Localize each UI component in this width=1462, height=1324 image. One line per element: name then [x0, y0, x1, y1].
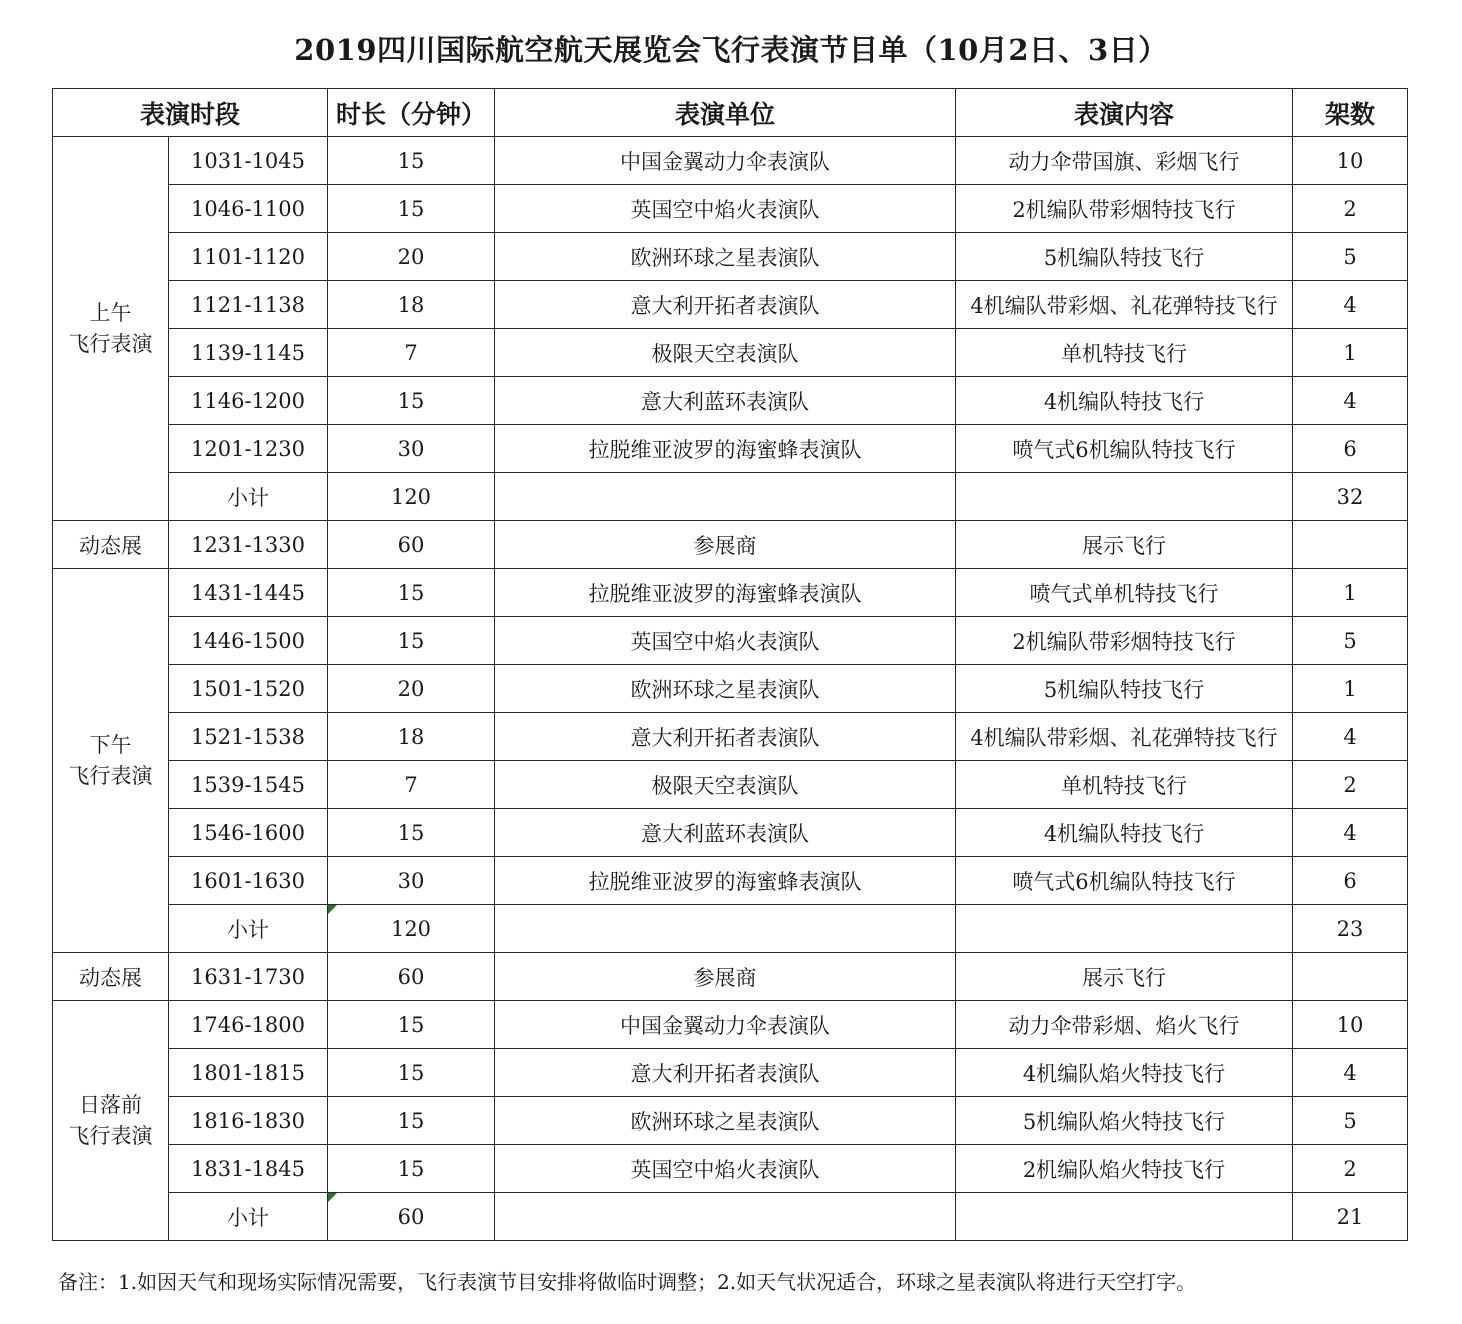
- subtotal-duration-cell: [328, 905, 495, 953]
- cell-time: 1446-1500: [169, 617, 328, 665]
- table-row: [53, 713, 1408, 761]
- cell-duration: 15: [328, 377, 495, 425]
- cell-time: 1831-1845: [169, 1145, 328, 1193]
- cell-duration: 30: [328, 857, 495, 905]
- cell-unit-empty: [495, 1193, 956, 1241]
- dynamic-display-row: [53, 521, 1408, 569]
- subtotal-row: [53, 1193, 1408, 1241]
- cell-unit: 参展商: [495, 521, 956, 569]
- cell-unit: 拉脱维亚波罗的海蜜蜂表演队: [495, 425, 956, 473]
- cell-unit: 意大利蓝环表演队: [495, 377, 956, 425]
- subtotal-duration: 120: [390, 916, 432, 941]
- cell-unit: 英国空中焰火表演队: [495, 185, 956, 233]
- header-content: 表演内容: [956, 89, 1293, 137]
- subtotal-label: 小计: [169, 1193, 328, 1241]
- cell-content: 4机编队特技飞行: [956, 809, 1293, 857]
- cell-duration: 7: [328, 761, 495, 809]
- cell-content: 喷气式6机编队特技飞行: [956, 857, 1293, 905]
- cell-time: 1121-1138: [169, 281, 328, 329]
- cell-content: 单机特技飞行: [956, 761, 1293, 809]
- section-label-line: 下午: [89, 732, 132, 757]
- cell-duration: 7: [328, 329, 495, 377]
- schedule-table: [52, 88, 1408, 1241]
- cell-unit: 中国金翼动力伞表演队: [495, 1001, 956, 1049]
- cell-duration: 15: [328, 569, 495, 617]
- cell-duration: 60: [328, 521, 495, 569]
- table-row: [53, 137, 1408, 185]
- table-row: [53, 1049, 1408, 1097]
- cell-unit: 中国金翼动力伞表演队: [495, 137, 956, 185]
- cell-content: 5机编队特技飞行: [956, 233, 1293, 281]
- cell-unit: 欧洲环球之星表演队: [495, 1097, 956, 1145]
- cell-marker-icon: [328, 1193, 337, 1202]
- cell-unit: 意大利开拓者表演队: [495, 1049, 956, 1097]
- section-label-line: 日落前: [79, 1092, 142, 1117]
- cell-count: 5: [1293, 617, 1408, 665]
- cell-marker-icon: [328, 905, 337, 914]
- section-label-dynamic: 动态展: [53, 521, 169, 569]
- cell-content-empty: [956, 1193, 1293, 1241]
- cell-count: 5: [1293, 1097, 1408, 1145]
- cell-time: 1546-1600: [169, 809, 328, 857]
- cell-duration: 15: [328, 1097, 495, 1145]
- cell-time: 1816-1830: [169, 1097, 328, 1145]
- cell-content: 动力伞带国旗、彩烟飞行: [956, 137, 1293, 185]
- subtotal-label: 小计: [169, 473, 328, 521]
- cell-duration: 15: [328, 809, 495, 857]
- cell-time: 1631-1730: [169, 953, 328, 1001]
- cell-unit: 拉脱维亚波罗的海蜜蜂表演队: [495, 857, 956, 905]
- cell-content: 4机编队焰火特技飞行: [956, 1049, 1293, 1097]
- cell-count: 10: [1293, 137, 1408, 185]
- table-row: [53, 281, 1408, 329]
- subtotal-row: [53, 473, 1408, 521]
- section-label-dynamic: 动态展: [53, 953, 169, 1001]
- cell-count: 2: [1293, 761, 1408, 809]
- cell-content: 5机编队焰火特技飞行: [956, 1097, 1293, 1145]
- table-row: [53, 185, 1408, 233]
- cell-content: 动力伞带彩烟、焰火飞行: [956, 1001, 1293, 1049]
- cell-unit-empty: [495, 905, 956, 953]
- cell-count: 1: [1293, 329, 1408, 377]
- cell-content: 喷气式单机特技飞行: [956, 569, 1293, 617]
- table-row: [53, 233, 1408, 281]
- cell-content: 喷气式6机编队特技飞行: [956, 425, 1293, 473]
- cell-count: 2: [1293, 1145, 1408, 1193]
- cell-content-empty: [956, 905, 1293, 953]
- section-label-line: 飞行表演: [68, 331, 153, 356]
- cell-duration: 15: [328, 1049, 495, 1097]
- cell-unit: 英国空中焰火表演队: [495, 1145, 956, 1193]
- cell-content: 2机编队带彩烟特技飞行: [956, 617, 1293, 665]
- table-row: [53, 809, 1408, 857]
- cell-time: 1146-1200: [169, 377, 328, 425]
- cell-duration: 18: [328, 713, 495, 761]
- cell-content: 5机编队特技飞行: [956, 665, 1293, 713]
- cell-unit: 拉脱维亚波罗的海蜜蜂表演队: [495, 569, 956, 617]
- header-period: 表演时段: [53, 89, 328, 137]
- dynamic-display-row: [53, 953, 1408, 1001]
- section-label-line: 上午: [89, 300, 132, 325]
- cell-duration: 15: [328, 1001, 495, 1049]
- table-row: [53, 1145, 1408, 1193]
- header-row: [53, 89, 1408, 137]
- cell-unit-empty: [495, 473, 956, 521]
- cell-count: 4: [1293, 809, 1408, 857]
- header-duration: 时长（分钟）: [328, 89, 495, 137]
- cell-count: 4: [1293, 1049, 1408, 1097]
- cell-content: 单机特技飞行: [956, 329, 1293, 377]
- cell-time: 1501-1520: [169, 665, 328, 713]
- subtotal-duration: 60: [397, 1204, 425, 1229]
- cell-count: 6: [1293, 857, 1408, 905]
- cell-unit: 极限天空表演队: [495, 761, 956, 809]
- cell-time: 1101-1120: [169, 233, 328, 281]
- cell-time: 1539-1545: [169, 761, 328, 809]
- cell-unit: 欧洲环球之星表演队: [495, 233, 956, 281]
- cell-unit: 极限天空表演队: [495, 329, 956, 377]
- cell-count: 1: [1293, 569, 1408, 617]
- cell-duration: 60: [328, 953, 495, 1001]
- cell-content: 展示飞行: [956, 521, 1293, 569]
- table-row: [53, 425, 1408, 473]
- cell-unit: 意大利开拓者表演队: [495, 281, 956, 329]
- section-label-line: 飞行表演: [68, 763, 153, 788]
- cell-time: 1746-1800: [169, 1001, 328, 1049]
- table-row: [53, 761, 1408, 809]
- cell-time: 1139-1145: [169, 329, 328, 377]
- subtotal-duration-cell: [328, 1193, 495, 1241]
- cell-count: [1293, 953, 1408, 1001]
- footnote: 备注：1.如因天气和现场实际情况需要，飞行表演节目安排将做临时调整；2.如天气状况适合，环球之星表演队将进行天空打字。: [58, 1270, 1197, 1294]
- table-row: [53, 1097, 1408, 1145]
- cell-time: 1201-1230: [169, 425, 328, 473]
- cell-unit: 意大利开拓者表演队: [495, 713, 956, 761]
- header-count: 架数: [1293, 89, 1408, 137]
- cell-time: 1521-1538: [169, 713, 328, 761]
- cell-content: 2机编队带彩烟特技飞行: [956, 185, 1293, 233]
- header-unit: 表演单位: [495, 89, 956, 137]
- subtotal-label: 小计: [169, 905, 328, 953]
- cell-count: 6: [1293, 425, 1408, 473]
- subtotal-duration: 120: [328, 473, 495, 521]
- table-row: [53, 1001, 1408, 1049]
- cell-count: 4: [1293, 713, 1408, 761]
- table-row: [53, 617, 1408, 665]
- cell-unit: 意大利蓝环表演队: [495, 809, 956, 857]
- section-label-line: 飞行表演: [68, 1123, 153, 1148]
- cell-count: 5: [1293, 233, 1408, 281]
- cell-duration: 20: [328, 233, 495, 281]
- cell-duration: 15: [328, 617, 495, 665]
- section-label-afternoon: [53, 569, 169, 953]
- table-row: [53, 329, 1408, 377]
- cell-time: 1046-1100: [169, 185, 328, 233]
- subtotal-count: 32: [1293, 473, 1408, 521]
- cell-count: 4: [1293, 377, 1408, 425]
- subtotal-count: 23: [1293, 905, 1408, 953]
- cell-content-empty: [956, 473, 1293, 521]
- cell-time: 1801-1815: [169, 1049, 328, 1097]
- cell-duration: 20: [328, 665, 495, 713]
- cell-time: 1031-1045: [169, 137, 328, 185]
- table-row: [53, 569, 1408, 617]
- page-title: 2019四川国际航空航天展览会飞行表演节目单（10月2日、3日）: [294, 33, 1168, 67]
- cell-content: 展示飞行: [956, 953, 1293, 1001]
- cell-content: 2机编队焰火特技飞行: [956, 1145, 1293, 1193]
- cell-duration: 30: [328, 425, 495, 473]
- table-row: [53, 857, 1408, 905]
- cell-count: 4: [1293, 281, 1408, 329]
- section-label-sunset: [53, 1001, 169, 1241]
- cell-duration: 15: [328, 185, 495, 233]
- cell-content: 4机编队带彩烟、礼花弹特技飞行: [956, 281, 1293, 329]
- cell-unit: 英国空中焰火表演队: [495, 617, 956, 665]
- cell-content: 4机编队特技飞行: [956, 377, 1293, 425]
- cell-count: [1293, 521, 1408, 569]
- cell-count: 10: [1293, 1001, 1408, 1049]
- table-row: [53, 377, 1408, 425]
- table-row: [53, 665, 1408, 713]
- cell-time: 1431-1445: [169, 569, 328, 617]
- cell-time: 1601-1630: [169, 857, 328, 905]
- subtotal-count: 21: [1293, 1193, 1408, 1241]
- cell-duration: 15: [328, 137, 495, 185]
- cell-unit: 参展商: [495, 953, 956, 1001]
- cell-duration: 18: [328, 281, 495, 329]
- cell-count: 1: [1293, 665, 1408, 713]
- section-label-morning: [53, 137, 169, 521]
- subtotal-row: [53, 905, 1408, 953]
- cell-unit: 欧洲环球之星表演队: [495, 665, 956, 713]
- cell-duration: 15: [328, 1145, 495, 1193]
- cell-time: 1231-1330: [169, 521, 328, 569]
- cell-content: 4机编队带彩烟、礼花弹特技飞行: [956, 713, 1293, 761]
- cell-count: 2: [1293, 185, 1408, 233]
